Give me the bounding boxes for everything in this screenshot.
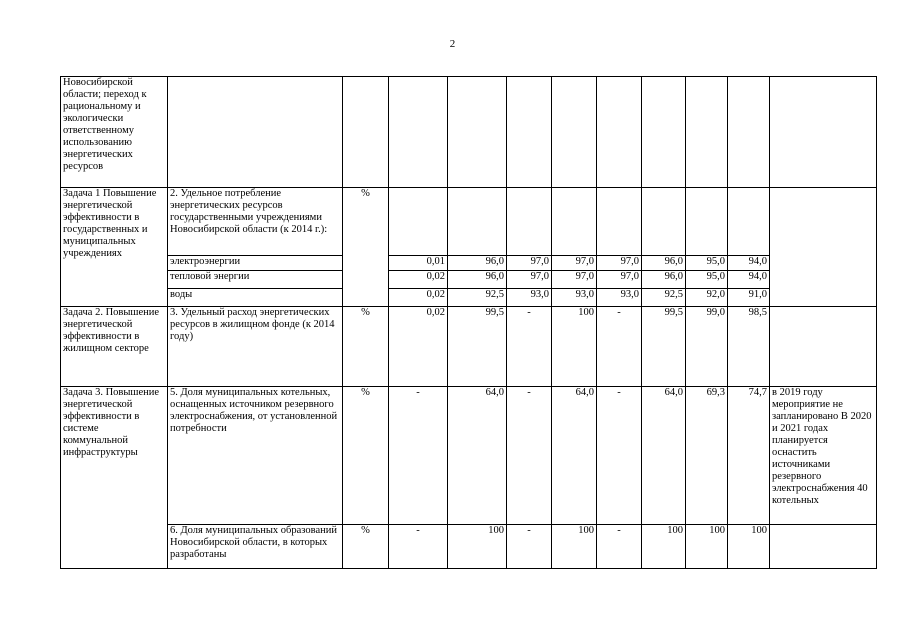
table-cell: 95,0 [686,256,728,271]
table-cell: 0,01 [389,256,448,271]
page-number: 2 [449,38,456,50]
table-cell: - [507,387,552,525]
task3b-indicator: 6. Доля муниципальных образований Новосибирской области, в которых разработаны [168,525,343,569]
table-cell: - [507,307,552,387]
table-cell: - [597,525,642,569]
table-cell: 100 [686,525,728,569]
table-cell: 96,0 [642,256,686,271]
table-cell: 97,0 [597,256,642,271]
goal-text: Новосибирской области; переход к рациональному и экологически ответственному использованию энергетических ресурсов [61,77,168,188]
table-cell: 0,02 [389,289,448,307]
table-cell: 64,0 [642,387,686,525]
table-cell: 96,0 [448,256,507,271]
task3-unit: % [343,387,389,525]
table-cell: 100 [552,525,597,569]
task3-note: в 2019 году мероприятие не запланировано В 2020 и 2021 годах планируется оснастить источниками резервного электроснабжения 40 котельных [770,387,877,525]
table-cell: 96,0 [642,271,686,289]
table-cell: 64,0 [552,387,597,525]
task2-title: Задача 2. Повышение энергетической эффективности в жилищном секторе [61,307,168,387]
table-cell: 99,5 [448,307,507,387]
table-cell: - [597,387,642,525]
table-cell: 100 [642,525,686,569]
task1-title: Задача 1 Повышение энергетической эффективности в государственных и муниципальных учреждениях [61,188,168,307]
table-row [61,256,877,271]
table-cell: 97,0 [597,271,642,289]
table-row [61,271,877,289]
task1-indicator: 2. Удельное потребление энергетических ресурсов государственными учреждениями Новосибирской области (к 2014 г.): [168,188,343,256]
table-cell: 92,0 [686,289,728,307]
table-cell: - [389,387,448,525]
table-cell: - [597,307,642,387]
task3-row [61,387,877,525]
table-cell: 97,0 [507,256,552,271]
table-cell: 92,5 [448,289,507,307]
task3b-row [61,525,877,569]
table-row [61,289,877,307]
table-cell: 98,5 [728,307,770,387]
indicators-table [60,76,877,569]
table-cell: 93,0 [507,289,552,307]
table-cell: 99,0 [686,307,728,387]
table-cell: 97,0 [552,271,597,289]
task1-row [61,188,877,256]
table-cell: 99,5 [642,307,686,387]
table-cell: 0,02 [389,271,448,289]
task2-unit: % [343,307,389,387]
task1-unit: % [343,188,389,307]
table-cell: 64,0 [448,387,507,525]
task3b-unit: % [343,525,389,569]
table-cell: 94,0 [728,256,770,271]
task3-indicator: 5. Доля муниципальных котельных, оснащенных источником резервного электроснабжения, от установленной потребности [168,387,343,525]
table-cell: 93,0 [597,289,642,307]
table-cell: 100 [728,525,770,569]
task2-row [61,307,877,387]
table-cell: 94,0 [728,271,770,289]
table-cell: 93,0 [552,289,597,307]
goal-row [61,77,877,188]
table-cell: 69,3 [686,387,728,525]
table-cell: 91,0 [728,289,770,307]
table-cell: 0,02 [389,307,448,387]
table-cell: 95,0 [686,271,728,289]
table-cell: 97,0 [552,256,597,271]
table-cell: - [507,525,552,569]
table-cell: 97,0 [507,271,552,289]
task1-sub-label: электроэнергии [168,256,343,271]
table-cell: 100 [552,307,597,387]
task1-sub-label: тепловой энергии [168,271,343,289]
table-cell: 96,0 [448,271,507,289]
table-cell: - [389,525,448,569]
task3-title: Задача 3. Повышение энергетической эффективности в системе коммунальной инфраструктуры [61,387,168,569]
task2-indicator: 3. Удельный расход энергетических ресурсов в жилищном фонде (к 2014 году) [168,307,343,387]
task1-sub-label: воды [168,289,343,307]
table-cell: 92,5 [642,289,686,307]
table-cell: 74,7 [728,387,770,525]
table-cell: 100 [448,525,507,569]
